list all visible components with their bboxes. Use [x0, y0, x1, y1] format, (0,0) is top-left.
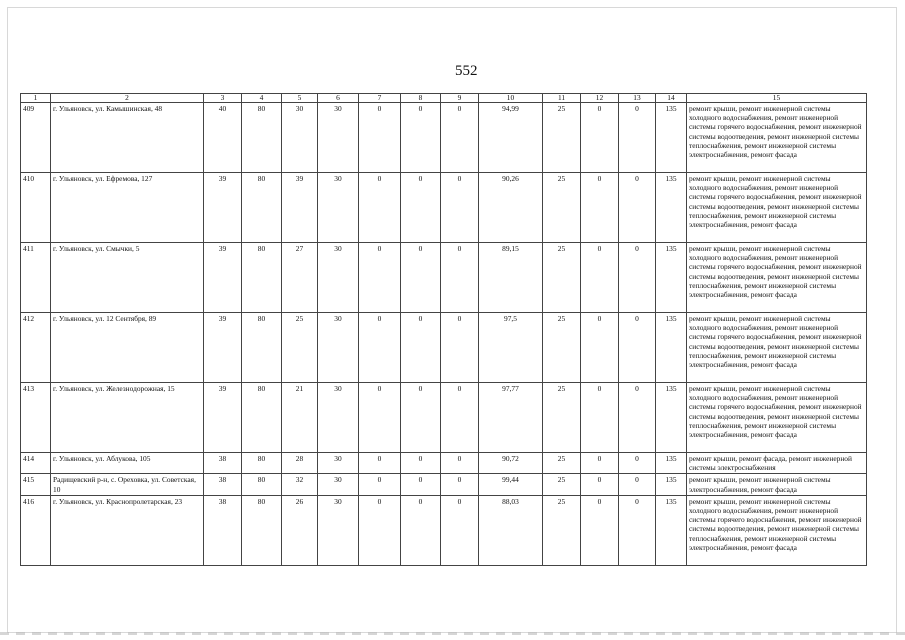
- works-cell: ремонт крыши, ремонт инженерной системы холодного водоснабжения, ремонт инженерной системы горячего водоснабжения, ремонт инженерной системы водоотведения, ремонт инженерной системы теплоснабжения, ремонт инженерной системы электроснабжения, ремонт фасада: [687, 243, 867, 313]
- value-cell: 30: [318, 495, 359, 565]
- address-cell: г. Ульяновск, ул. Железнодорожная, 15: [51, 383, 204, 453]
- row-number: 409: [21, 103, 51, 173]
- table-row: [21, 243, 867, 313]
- value-cell: 135: [656, 495, 687, 565]
- value-cell: 0: [401, 495, 441, 565]
- value-cell: 135: [656, 243, 687, 313]
- address-cell: г. Ульяновск, ул. Ефремова, 127: [51, 173, 204, 243]
- table-row: [21, 173, 867, 243]
- row-number: 413: [21, 383, 51, 453]
- address-cell: г. Ульяновск, ул. Камышинская, 48: [51, 103, 204, 173]
- value-cell: 38: [204, 453, 242, 474]
- value-cell: 30: [318, 243, 359, 313]
- value-cell: 0: [359, 495, 401, 565]
- row-number: 414: [21, 453, 51, 474]
- value-cell: 30: [318, 383, 359, 453]
- row-number: 412: [21, 313, 51, 383]
- works-cell: ремонт крыши, ремонт инженерной системы электроснабжения, ремонт фасада: [687, 474, 867, 495]
- value-cell: 80: [242, 173, 282, 243]
- address-cell: г. Ульяновск, ул. Аблукова, 105: [51, 453, 204, 474]
- value-cell: 135: [656, 474, 687, 495]
- works-cell: ремонт крыши, ремонт инженерной системы холодного водоснабжения, ремонт инженерной системы горячего водоснабжения, ремонт инженерной системы водоотведения, ремонт инженерной системы теплоснабжения, ремонт инженерной системы электроснабжения, ремонт фасада: [687, 495, 867, 565]
- value-cell: 25: [543, 103, 581, 173]
- scan-artifact: [0, 632, 905, 635]
- value-cell: 0: [619, 474, 656, 495]
- value-cell: 30: [318, 313, 359, 383]
- works-cell: ремонт крыши, ремонт инженерной системы холодного водоснабжения, ремонт инженерной системы горячего водоснабжения, ремонт инженерной системы водоотведения, ремонт инженерной системы теплоснабжения, ремонт инженерной системы электроснабжения, ремонт фасада: [687, 313, 867, 383]
- table-row: [21, 453, 867, 474]
- table-row: [21, 103, 867, 173]
- value-cell: 0: [441, 495, 479, 565]
- value-cell: 26: [282, 495, 318, 565]
- value-cell: 32: [282, 474, 318, 495]
- value-cell: 0: [619, 495, 656, 565]
- value-cell: 0: [359, 383, 401, 453]
- value-cell: 0: [581, 495, 619, 565]
- header-cell: 15: [687, 94, 867, 103]
- works-cell: ремонт крыши, ремонт инженерной системы холодного водоснабжения, ремонт инженерной системы горячего водоснабжения, ремонт инженерной системы водоотведения, ремонт инженерной системы теплоснабжения, ремонт инженерной системы электроснабжения, ремонт фасада: [687, 173, 867, 243]
- value-cell: 0: [581, 103, 619, 173]
- value-cell: 25: [543, 453, 581, 474]
- header-cell: 8: [401, 94, 441, 103]
- header-cell: 1: [21, 94, 51, 103]
- address-cell: г. Ульяновск, ул. Краснопролетарская, 23: [51, 495, 204, 565]
- value-cell: 0: [359, 103, 401, 173]
- address-cell: г. Ульяновск, ул. Смычки, 5: [51, 243, 204, 313]
- value-cell: 0: [401, 383, 441, 453]
- value-cell: 0: [359, 243, 401, 313]
- value-cell: 80: [242, 453, 282, 474]
- value-cell: 0: [401, 173, 441, 243]
- value-cell: 0: [619, 173, 656, 243]
- value-cell: 135: [656, 103, 687, 173]
- value-cell: 25: [543, 383, 581, 453]
- value-cell: 88,03: [479, 495, 543, 565]
- header-cell: 14: [656, 94, 687, 103]
- value-cell: 90,72: [479, 453, 543, 474]
- value-cell: 0: [441, 173, 479, 243]
- value-cell: 39: [204, 173, 242, 243]
- address-cell: г. Ульяновск, ул. 12 Сентября, 89: [51, 313, 204, 383]
- value-cell: 0: [619, 103, 656, 173]
- value-cell: 0: [441, 474, 479, 495]
- value-cell: 135: [656, 173, 687, 243]
- header-cell: 10: [479, 94, 543, 103]
- value-cell: 25: [282, 313, 318, 383]
- value-cell: 97,5: [479, 313, 543, 383]
- value-cell: 0: [581, 474, 619, 495]
- value-cell: 80: [242, 474, 282, 495]
- header-cell: 3: [204, 94, 242, 103]
- header-cell: 2: [51, 94, 204, 103]
- value-cell: 80: [242, 313, 282, 383]
- value-cell: 0: [619, 383, 656, 453]
- value-cell: 25: [543, 474, 581, 495]
- value-cell: 21: [282, 383, 318, 453]
- value-cell: 135: [656, 313, 687, 383]
- value-cell: 0: [401, 103, 441, 173]
- value-cell: 0: [401, 474, 441, 495]
- table-row: [21, 313, 867, 383]
- value-cell: 0: [401, 313, 441, 383]
- value-cell: 30: [282, 103, 318, 173]
- header-cell: 13: [619, 94, 656, 103]
- table-row: [21, 474, 867, 495]
- value-cell: 25: [543, 313, 581, 383]
- value-cell: 0: [401, 243, 441, 313]
- value-cell: 97,77: [479, 383, 543, 453]
- value-cell: 0: [581, 313, 619, 383]
- header-cell: 6: [318, 94, 359, 103]
- value-cell: 0: [359, 453, 401, 474]
- value-cell: 28: [282, 453, 318, 474]
- header-cell: 11: [543, 94, 581, 103]
- value-cell: 135: [656, 453, 687, 474]
- value-cell: 0: [441, 313, 479, 383]
- works-cell: ремонт крыши, ремонт инженерной системы холодного водоснабжения, ремонт инженерной системы горячего водоснабжения, ремонт инженерной системы водоотведения, ремонт инженерной системы теплоснабжения, ремонт инженерной системы электроснабжения, ремонт фасада: [687, 383, 867, 453]
- value-cell: 30: [318, 173, 359, 243]
- value-cell: 0: [619, 313, 656, 383]
- value-cell: 30: [318, 103, 359, 173]
- value-cell: 94,99: [479, 103, 543, 173]
- value-cell: 0: [581, 453, 619, 474]
- value-cell: 80: [242, 243, 282, 313]
- value-cell: 40: [204, 103, 242, 173]
- value-cell: 99,44: [479, 474, 543, 495]
- value-cell: 0: [581, 243, 619, 313]
- value-cell: 25: [543, 243, 581, 313]
- header-cell: 12: [581, 94, 619, 103]
- address-cell: Радищевский р-н, с. Ореховка, ул. Советская, 10: [51, 474, 204, 495]
- value-cell: 0: [441, 103, 479, 173]
- value-cell: 0: [581, 383, 619, 453]
- value-cell: 39: [282, 173, 318, 243]
- value-cell: 0: [441, 383, 479, 453]
- value-cell: 30: [318, 474, 359, 495]
- value-cell: 90,26: [479, 173, 543, 243]
- value-cell: 39: [204, 243, 242, 313]
- value-cell: 0: [401, 453, 441, 474]
- table-row: [21, 383, 867, 453]
- value-cell: 30: [318, 453, 359, 474]
- value-cell: 80: [242, 103, 282, 173]
- works-cell: ремонт крыши, ремонт фасада, ремонт инженерной системы электроснабжения: [687, 453, 867, 474]
- value-cell: 25: [543, 173, 581, 243]
- value-cell: 38: [204, 495, 242, 565]
- value-cell: 0: [359, 474, 401, 495]
- value-cell: 0: [441, 243, 479, 313]
- value-cell: 0: [581, 173, 619, 243]
- value-cell: 39: [204, 383, 242, 453]
- value-cell: 80: [242, 383, 282, 453]
- header-cell: 4: [242, 94, 282, 103]
- value-cell: 0: [619, 243, 656, 313]
- value-cell: 39: [204, 313, 242, 383]
- table-row: [21, 495, 867, 565]
- header-cell: 9: [441, 94, 479, 103]
- value-cell: 0: [359, 173, 401, 243]
- value-cell: 27: [282, 243, 318, 313]
- header-cell: 7: [359, 94, 401, 103]
- value-cell: 89,15: [479, 243, 543, 313]
- header-row: [21, 94, 867, 103]
- value-cell: 0: [441, 453, 479, 474]
- value-cell: 80: [242, 495, 282, 565]
- row-number: 416: [21, 495, 51, 565]
- value-cell: 0: [359, 313, 401, 383]
- page-number: 552: [455, 63, 478, 79]
- data-table: [20, 93, 867, 566]
- value-cell: 0: [619, 453, 656, 474]
- value-cell: 38: [204, 474, 242, 495]
- value-cell: 25: [543, 495, 581, 565]
- row-number: 411: [21, 243, 51, 313]
- row-number: 415: [21, 474, 51, 495]
- row-number: 410: [21, 173, 51, 243]
- header-cell: 5: [282, 94, 318, 103]
- works-cell: ремонт крыши, ремонт инженерной системы холодного водоснабжения, ремонт инженерной системы горячего водоснабжения, ремонт инженерной системы водоотведения, ремонт инженерной системы теплоснабжения, ремонт инженерной системы электроснабжения, ремонт фасада: [687, 103, 867, 173]
- value-cell: 135: [656, 383, 687, 453]
